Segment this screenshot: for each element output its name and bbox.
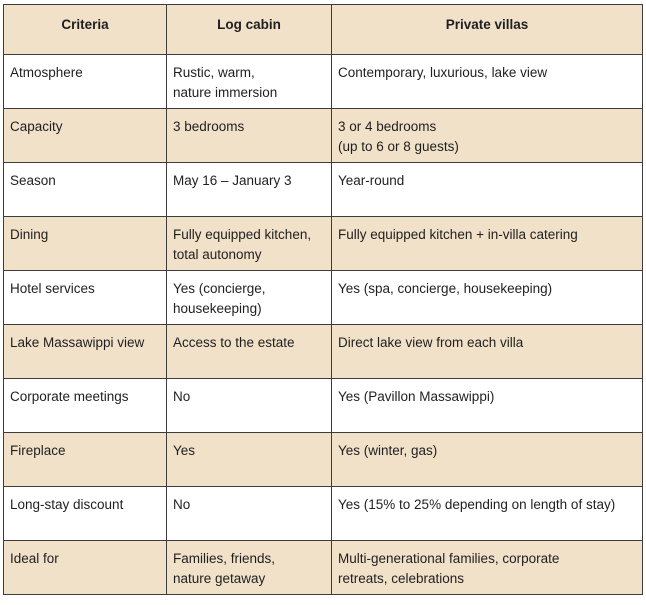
- cell-criteria: Long-stay discount: [4, 487, 167, 541]
- cell-log-cabin: May 16 – January 3: [167, 163, 332, 217]
- cell-private-villas: Year-round: [332, 163, 643, 217]
- table-row-season: [4, 163, 643, 217]
- cell-log-cabin: 3 bedrooms: [167, 109, 332, 163]
- header-log-cabin: Log cabin: [167, 5, 332, 55]
- header-private-villas: Private villas: [332, 5, 643, 55]
- cell-log-cabin: Yes (concierge, housekeeping): [167, 271, 332, 325]
- cell-log-cabin: Rustic, warm, nature immersion: [167, 55, 332, 109]
- table-row-long-stay-discount: [4, 487, 643, 541]
- cell-private-villas: Yes (15% to 25% depending on length of stay): [332, 487, 643, 541]
- comparison-table: [3, 4, 643, 595]
- cell-private-villas: Contemporary, luxurious, lake view: [332, 55, 643, 109]
- cell-private-villas: Direct lake view from each villa: [332, 325, 643, 379]
- table-header-row: [4, 5, 643, 55]
- cell-private-villas: Multi-generational families, corporate retreats, celebrations: [332, 541, 643, 595]
- cell-log-cabin: Yes: [167, 433, 332, 487]
- table-row-hotel-services: [4, 271, 643, 325]
- cell-private-villas: Yes (winter, gas): [332, 433, 643, 487]
- comparison-table-container: [3, 4, 642, 595]
- table-row-ideal-for: [4, 541, 643, 595]
- cell-private-villas: Yes (spa, concierge, housekeeping): [332, 271, 643, 325]
- header-criteria: Criteria: [4, 5, 167, 55]
- cell-criteria: Season: [4, 163, 167, 217]
- cell-criteria: Ideal for: [4, 541, 167, 595]
- cell-log-cabin: Access to the estate: [167, 325, 332, 379]
- cell-private-villas: 3 or 4 bedrooms (up to 6 or 8 guests): [332, 109, 643, 163]
- table-row-lake-view: [4, 325, 643, 379]
- cell-log-cabin: No: [167, 379, 332, 433]
- cell-log-cabin: Families, friends, nature getaway: [167, 541, 332, 595]
- cell-criteria: Corporate meetings: [4, 379, 167, 433]
- table-row-corporate-meetings: [4, 379, 643, 433]
- cell-log-cabin: Fully equipped kitchen, total autonomy: [167, 217, 332, 271]
- cell-criteria: Atmosphere: [4, 55, 167, 109]
- cell-private-villas: Yes (Pavillon Massawippi): [332, 379, 643, 433]
- cell-log-cabin: No: [167, 487, 332, 541]
- cell-criteria: Hotel services: [4, 271, 167, 325]
- cell-criteria: Lake Massawippi view: [4, 325, 167, 379]
- table-row-dining: [4, 217, 643, 271]
- table-row-atmosphere: [4, 55, 643, 109]
- cell-criteria: Dining: [4, 217, 167, 271]
- table-row-fireplace: [4, 433, 643, 487]
- cell-criteria: Capacity: [4, 109, 167, 163]
- cell-criteria: Fireplace: [4, 433, 167, 487]
- cell-private-villas: Fully equipped kitchen + in-villa catering: [332, 217, 643, 271]
- table-row-capacity: [4, 109, 643, 163]
